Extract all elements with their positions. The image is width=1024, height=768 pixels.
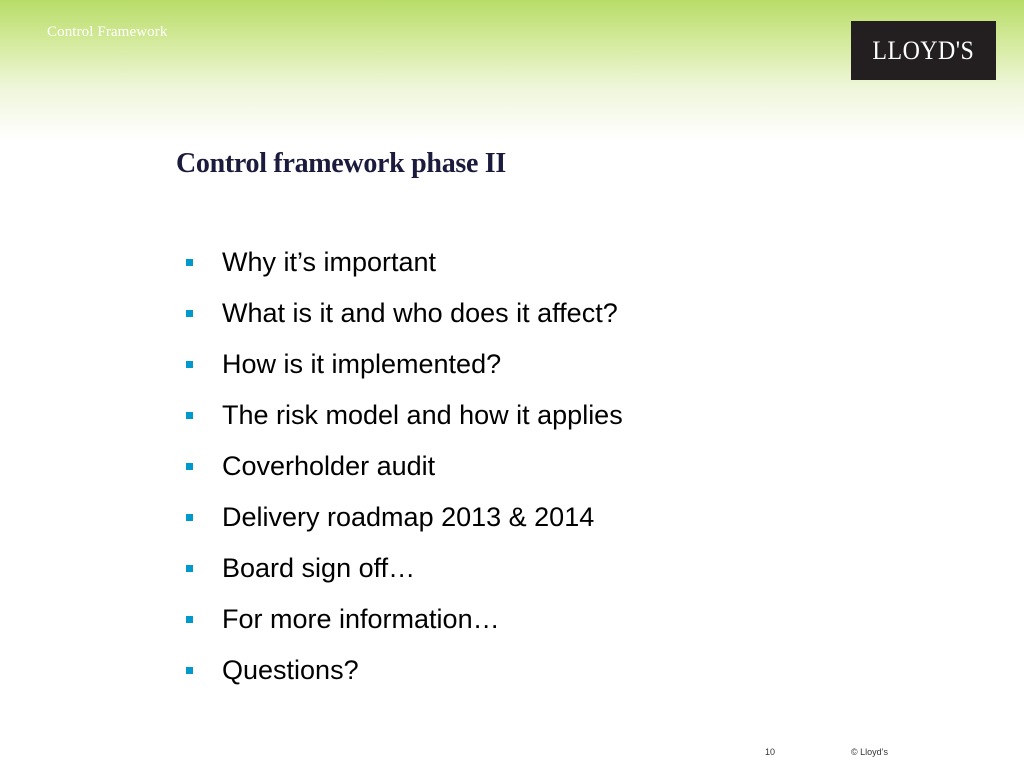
- bullet-text: Board sign off…: [222, 553, 416, 583]
- bullet-item: [186, 390, 623, 441]
- copyright-notice: © Lloyd’s: [851, 747, 888, 757]
- bullet-text: Delivery roadmap 2013 & 2014: [222, 502, 595, 532]
- bullet-list: [186, 237, 623, 696]
- logo-text: LLOYD'S: [872, 35, 975, 65]
- bullet-item: [186, 645, 623, 696]
- bullet-text: Coverholder audit: [222, 451, 436, 481]
- bullet-text: The risk model and how it applies: [222, 400, 623, 430]
- slide-title: Control framework phase II: [176, 148, 507, 179]
- lloyds-logo: [851, 21, 996, 80]
- page-number: 10: [765, 747, 776, 757]
- bullet-item: [186, 492, 623, 543]
- bullet-item: [186, 339, 623, 390]
- square-bullet-icon: [186, 310, 193, 317]
- square-bullet-icon: [186, 514, 193, 521]
- square-bullet-icon: [186, 667, 193, 674]
- bullet-item: [186, 288, 623, 339]
- bullet-item: [186, 441, 623, 492]
- square-bullet-icon: [186, 463, 193, 470]
- section-label: Control Framework: [47, 24, 168, 40]
- square-bullet-icon: [186, 412, 193, 419]
- square-bullet-icon: [186, 616, 193, 623]
- bullet-text: How is it implemented?: [222, 349, 502, 379]
- bullet-text: What is it and who does it affect?: [222, 298, 618, 328]
- bullet-text: For more information…: [222, 604, 500, 634]
- bullet-item: [186, 543, 623, 594]
- square-bullet-icon: [186, 259, 193, 266]
- square-bullet-icon: [186, 565, 193, 572]
- bullet-item: [186, 594, 623, 645]
- bullet-text: Why it’s important: [222, 247, 437, 277]
- bullet-item: [186, 237, 623, 288]
- square-bullet-icon: [186, 361, 193, 368]
- bullet-text: Questions?: [222, 655, 359, 685]
